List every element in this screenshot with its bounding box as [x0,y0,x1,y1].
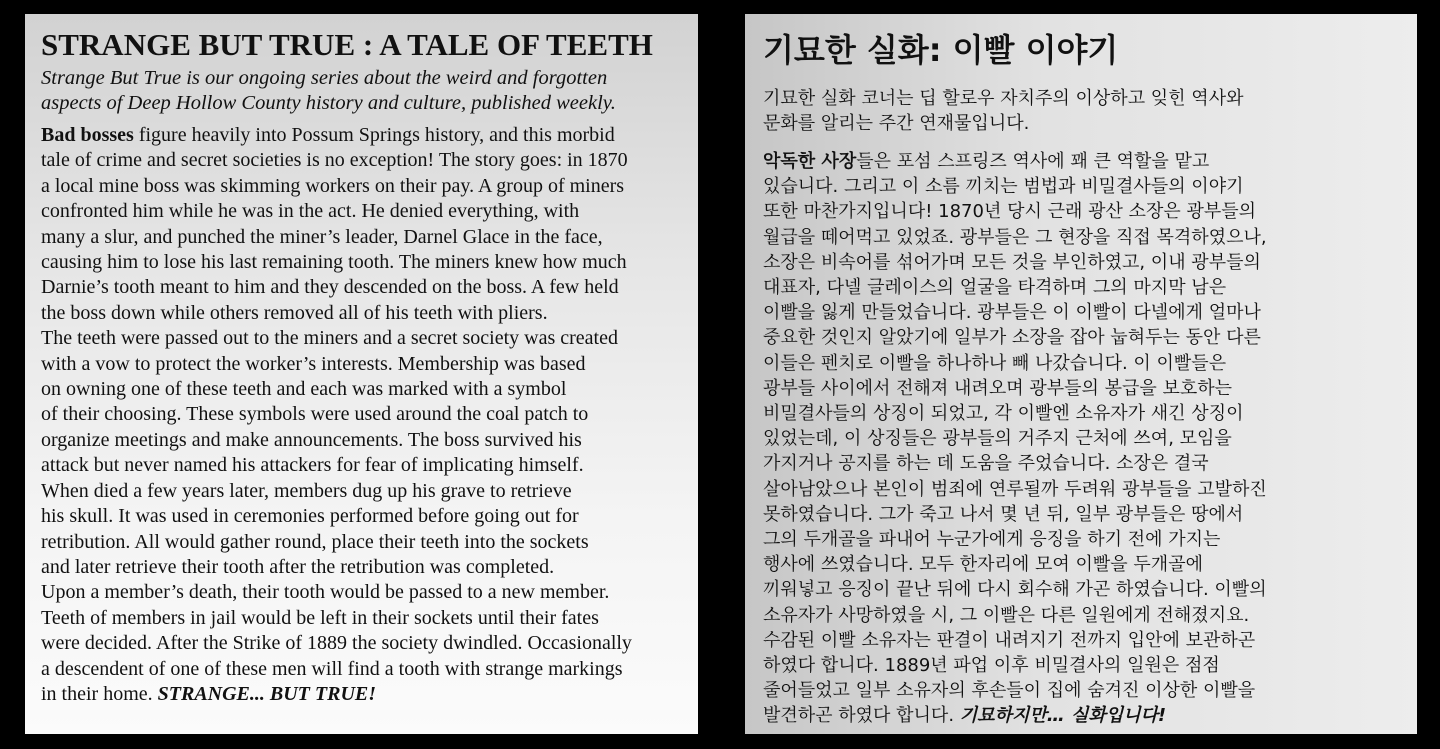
article-subtitle [763,86,1407,136]
body-line: 있습니다. 그리고 이 소름 끼치는 범법과 비밀결사들의 이야기 [763,176,1244,198]
body-line: 이빨을 잃게 만들었습니다. 광부들은 이 이빨이 다넬에게 얼마나 [763,302,1261,324]
body-line: 수감된 이빨 소유자는 판결이 내려지기 전까지 입안에 보관하곤 [763,629,1256,651]
article-title: 기묘한 실화: 이빨 이야기 [763,31,1119,69]
body-lead: 악독한 사장 [763,151,857,172]
article-body [763,149,1407,729]
body-line: 이들은 펜치로 이빨을 하나하나 빼 나갔습니다. 이 이빨들은 [763,352,1227,374]
body-line: 가지거나 공지를 하는 데 도움을 주었습니다. 소장은 결국 [763,453,1209,475]
body-line: Upon a member’s death, their tooth would be passed to a new member. [41,581,610,604]
body-line: retribution. All would gather round, place their teeth into the sockets [41,530,589,553]
body-line: organize meetings and make announcements. The boss survived his [41,428,582,451]
body-line: Teeth of members in jail would be left in their sockets until their fates [41,606,599,629]
body-line: a local mine boss was skimming workers on their pay. A group of miners [41,174,625,197]
body-line: Darnie’s tooth meant to him and they descended on the boss. A few held [41,276,619,299]
body-line: and later retrieve their tooth after the retribution was completed. [41,555,555,578]
article-closer: STRANGE... BUT TRUE! [157,682,377,705]
body-line: tale of crime and secret societies is no exception! The story goes: in 1870 [41,149,628,172]
body-line: 행사에 쓰였습니다. 모두 한자리에 모여 이빨을 두개골에 [763,554,1203,576]
english-article-panel [25,14,698,734]
subtitle-line: 문화를 알리는 주간 연재물입니다. [763,113,1030,134]
body-line: 살아남았으나 본인이 범죄에 연루될까 두려워 광부들을 고발하진 [763,478,1267,500]
body-line: 줄어들었고 일부 소유자의 후손들이 집에 숨겨진 이상한 이빨을 [763,680,1256,702]
article-body [41,123,688,707]
body-line: of their choosing. These symbols were used around the coal patch to [41,403,589,426]
body-line: 또한 마찬가지입니다! 1870년 당시 근래 광산 소장은 광부들의 [763,201,1256,223]
body-line [41,123,688,148]
body-line: 그의 두개골을 파내어 누군가에게 응징을 하기 전에 가지는 [763,529,1221,551]
body-line: 중요한 것인지 알았기에 일부가 소장을 잡아 눕혀두는 동안 다른 [763,327,1261,349]
body-line [763,703,1407,728]
body-line: 비밀결사들의 상징이 되었고, 각 이빨엔 소유자가 새긴 상징이 [763,403,1244,425]
body-last-line: 발견하곤 하였다 합니다. [763,705,960,727]
body-line: 광부들 사이에서 전해져 내려오며 광부들의 봉급을 보호하는 [763,377,1233,399]
body-line [41,682,688,707]
subtitle-line: aspects of Deep Hollow County history and culture, published weekly. [41,92,616,114]
body-line: 소유자가 사망하였을 시, 그 이빨은 다른 일원에게 전해졌지요. [763,604,1250,626]
body-line: 하였다 합니다. 1889년 파업 이후 비밀결사의 일원은 점점 [763,655,1220,677]
article-closer: 기묘하지만… 실화입니다! [959,705,1167,727]
body-line: 월급을 떼어먹고 있었죠. 광부들은 그 현장을 직접 목격하였으나, [763,226,1267,248]
body-line: were decided. After the Strike of 1889 the society dwindled. Occasionally [41,632,632,655]
body-last-line: in their home. [41,682,158,705]
body-line: the boss down while others removed all of his teeth with pliers. [41,301,548,324]
body-line: 소장은 비속어를 섞어가며 모든 것을 부인하였고, 이내 광부들의 [763,251,1261,273]
subtitle-line: 기묘한 실화 코너는 딥 할로우 자치주의 이상하고 잊힌 역사와 [763,88,1244,109]
body-line: When died a few years later, members dug up his grave to retrieve [41,479,572,502]
korean-article-panel [745,14,1417,734]
subtitle-line: Strange But True is our ongoing series about the weird and forgotten [41,67,608,89]
article-title: STRANGE BUT TRUE : A TALE OF TEETH [41,27,653,62]
body-line: on owning one of these teeth and each was marked with a symbol [41,378,567,401]
body-line: 있었는데, 이 상징들은 광부들의 거주지 근처에 쓰여, 모임을 [763,428,1232,450]
body-first-line-rest: 들은 포섬 스프링즈 역사에 꽤 큰 역할을 맡고 [856,151,1210,172]
body-line: The teeth were passed out to the miners and a secret society was created [41,327,618,350]
body-lead: Bad bosses [41,124,134,146]
body-line: attack but never named his attackers for fear of implicating himself. [41,454,584,477]
body-line: 못하였습니다. 그가 죽고 나서 몇 년 뒤, 일부 광부들은 땅에서 [763,503,1244,525]
article-subtitle [41,66,688,116]
body-line: confronted him while he was in the act. He denied everything, with [41,200,580,223]
body-line: many a slur, and punched the miner’s leader, Darnel Glace in the face, [41,225,603,248]
body-first-line-rest: figure heavily into Possum Springs history, and this morbid [133,124,615,146]
body-line: a descendent of one of these men will find a tooth with strange markings [41,657,623,680]
body-line: 끼워넣고 응징이 끝난 뒤에 다시 회수해 가곤 하였습니다. 이빨의 [763,579,1267,601]
body-line: causing him to lose his last remaining tooth. The miners knew how much [41,251,627,274]
body-line: 대표자, 다넬 글레이스의 얼굴을 타격하며 그의 마지막 남은 [763,277,1227,299]
body-line [763,149,1407,174]
body-line: his skull. It was used in ceremonies performed before going out for [41,505,579,528]
body-line: with a vow to protect the worker’s interests. Membership was based [41,352,586,375]
